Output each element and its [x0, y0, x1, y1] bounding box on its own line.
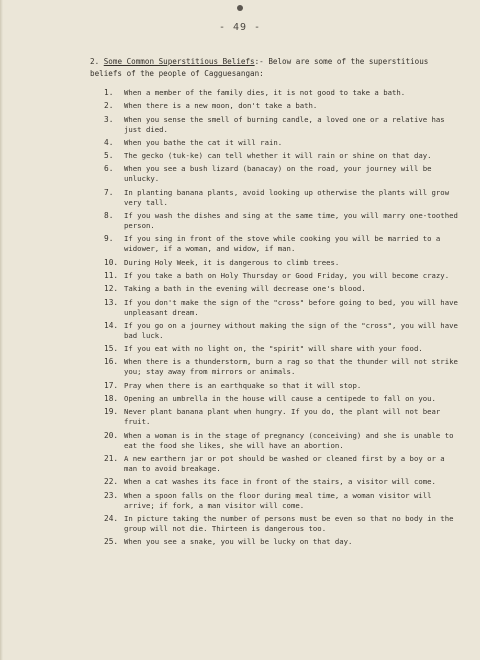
- item-text: If you sing in front of the stove while cooking you will be married to a widower, if a woman, and widow, if man.: [124, 234, 441, 254]
- item-number: 2.: [104, 101, 114, 111]
- item-text: When you see a snake, you will be lucky on that day.: [124, 537, 353, 547]
- item-text: When a member of the family dies, it is not good to take a bath.: [124, 88, 406, 97]
- item-text: When a cat washes its face in front of the stairs, a visitor will come.: [124, 477, 436, 487]
- list-item: [104, 344, 460, 354]
- list-item: [104, 258, 460, 268]
- list-item: [104, 271, 460, 281]
- list-item: [104, 88, 460, 98]
- list-item: [104, 188, 460, 208]
- section-heading: [90, 56, 450, 80]
- list-item: [104, 381, 460, 391]
- list-item: [104, 357, 460, 377]
- list-item: [104, 394, 460, 404]
- item-number: 19.: [104, 407, 119, 417]
- item-number: 8.: [104, 211, 114, 221]
- list-item: [104, 514, 460, 534]
- list-item: [104, 138, 460, 148]
- item-number: 6.: [104, 164, 114, 174]
- section-title: Some Common Superstitious Beliefs: [103, 57, 255, 66]
- list-item: [104, 164, 460, 184]
- item-number: 20.: [104, 430, 119, 440]
- beliefs-list: [104, 88, 460, 550]
- section-number: 2.: [90, 57, 100, 66]
- item-text: When you sense the smell of burning candle, a loved one or a relative has just died.: [124, 114, 445, 134]
- item-number: 24.: [104, 513, 119, 523]
- item-number: 23.: [104, 490, 119, 500]
- page-number: - 49 -: [218, 22, 262, 33]
- list-item: [104, 234, 460, 254]
- list-item: [104, 321, 460, 341]
- list-item: [104, 284, 460, 294]
- item-text: If you take a bath on Holy Thursday or Good Friday, you will become crazy.: [124, 270, 450, 280]
- item-number: 17.: [104, 380, 119, 390]
- item-number: 22.: [104, 477, 119, 487]
- list-item: [104, 537, 460, 547]
- list-item: [104, 491, 460, 511]
- list-item: [104, 407, 460, 427]
- item-text: When there is a new moon, don't take a bath.: [124, 101, 318, 111]
- list-item: [104, 431, 460, 451]
- item-text: When you see a bush lizard (banacay) on the road, your journey will be unlucky.: [124, 164, 432, 184]
- list-item: [104, 477, 460, 487]
- item-text: In picture taking the number of persons must be even so that no body in the group will not die. Thirteen is dangerous too.: [124, 513, 454, 533]
- item-text: Opening an umbrella in the house will cause a centipede to fall on you.: [124, 394, 436, 404]
- item-number: 14.: [104, 320, 119, 330]
- item-number: 1.: [104, 88, 114, 97]
- item-number: 18.: [104, 394, 119, 404]
- item-number: 11.: [104, 270, 119, 280]
- item-text: If you don't make the sign of the "cross" before going to bed, you will have unpleasant dream.: [124, 297, 458, 317]
- item-text: A new earthern jar or pot should be washed or cleaned first by a boy or a man to avoid breakage.: [124, 453, 445, 473]
- item-number: 7.: [104, 187, 114, 197]
- list-item: [104, 298, 460, 318]
- item-text: During Holy Week, it is dangerous to climb trees.: [124, 257, 340, 267]
- list-item: [104, 101, 460, 111]
- item-number: 9.: [104, 234, 114, 244]
- item-text: If you wash the dishes and sing at the same time, you will marry one-toothed person.: [124, 211, 458, 231]
- item-number: 21.: [104, 453, 119, 463]
- list-item: [104, 454, 460, 474]
- page-crease: [0, 0, 3, 660]
- item-text: The gecko (tuk-ke) can tell whether it will rain or shine on that day.: [124, 151, 432, 161]
- item-text: Taking a bath in the evening will decrease one's blood.: [124, 284, 366, 294]
- item-text: If you eat with no light on, the "spirit" will share with your food.: [124, 344, 423, 354]
- item-text: In planting banana plants, avoid looking up otherwise the plants will grow very tall.: [124, 187, 450, 207]
- item-text: When there is a thunderstorm, burn a rag so that the thunder will not strike you; stay away from mirrors or animals.: [124, 357, 458, 377]
- item-number: 15.: [104, 344, 119, 354]
- item-number: 4.: [104, 137, 114, 147]
- list-item: [104, 115, 460, 135]
- item-text: Pray when there is an earthquake so that it will stop.: [124, 380, 362, 390]
- item-text: If you go on a journey without making the sign of the "cross", you will have bad luck.: [124, 320, 458, 340]
- section-intro: :- Below are some of the superstitious beliefs of the people of Cagguesangan:: [90, 57, 429, 78]
- list-item: [104, 211, 460, 231]
- item-text: Never plant banana plant when hungry. If you do, the plant will not bear fruit.: [124, 407, 441, 427]
- punch-hole: [237, 5, 243, 11]
- item-number: 13.: [104, 297, 119, 307]
- item-number: 5.: [104, 151, 114, 161]
- item-text: When you bathe the cat it will rain.: [124, 137, 283, 147]
- list-item: [104, 151, 460, 161]
- item-number: 16.: [104, 357, 119, 367]
- item-number: 10.: [104, 257, 119, 267]
- item-number: 12.: [104, 284, 119, 294]
- item-text: When a spoon falls on the floor during meal time, a woman visitor will arrive; if fork, a man visitor will come.: [124, 490, 432, 510]
- item-text: When a woman is in the stage of pregnancy (conceiving) and she is unable to eat the food she likes, she will have an abortion.: [124, 430, 454, 450]
- item-number: 3.: [104, 114, 114, 124]
- item-number: 25.: [104, 537, 119, 547]
